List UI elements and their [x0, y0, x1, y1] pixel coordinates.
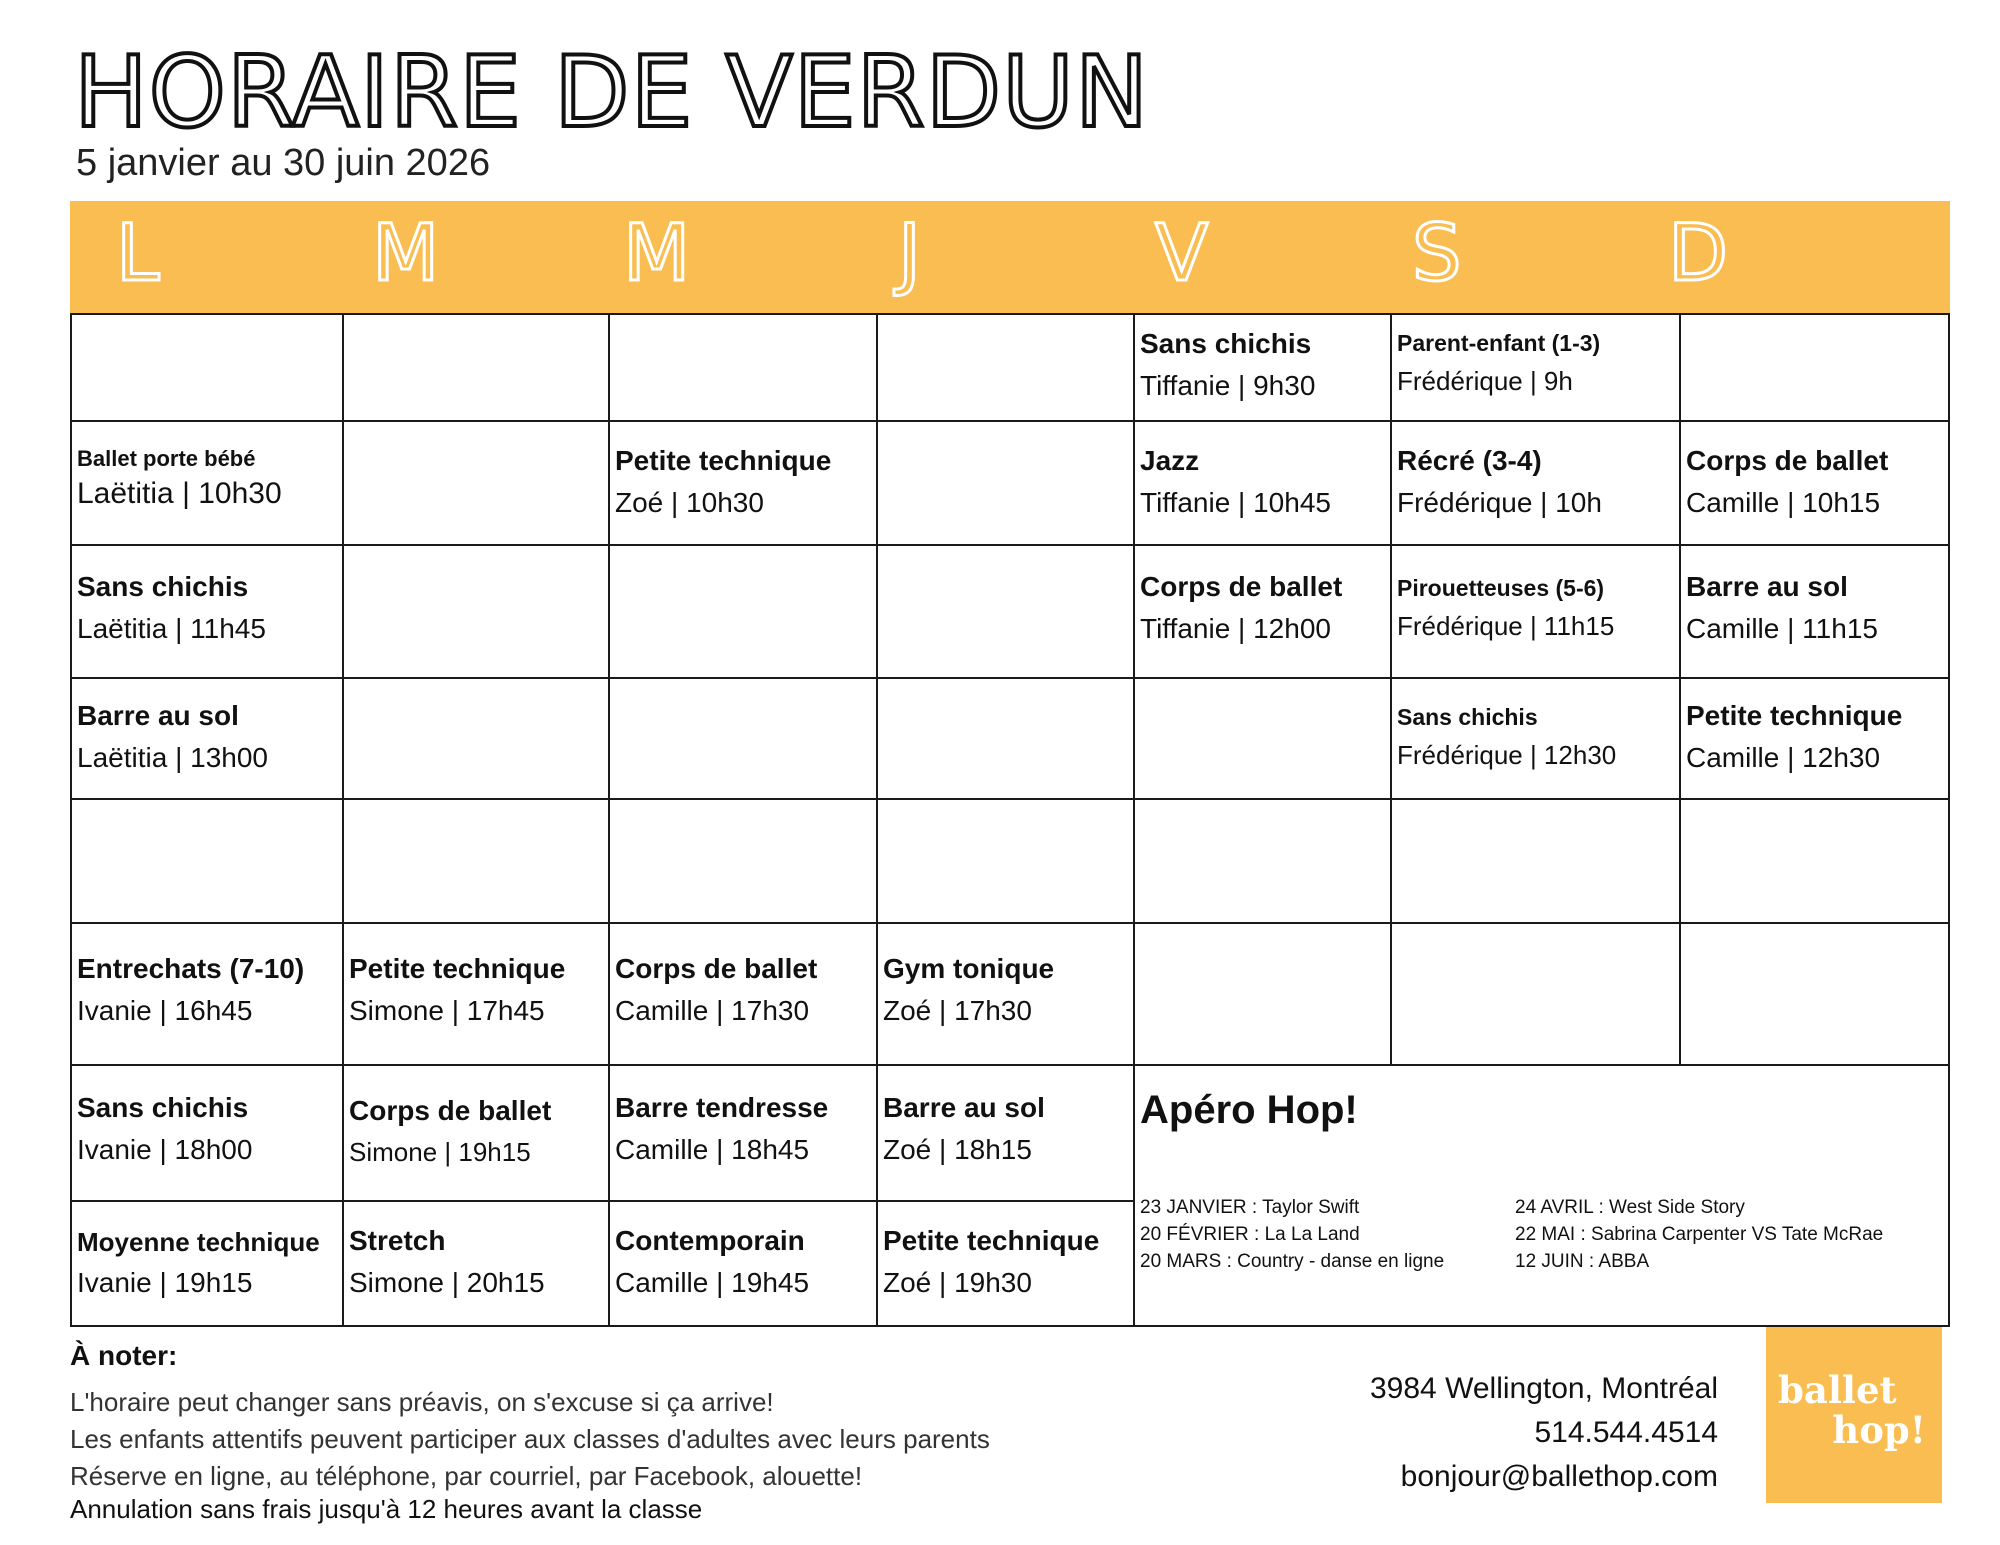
class-info: Ivanie | 19h15: [77, 1266, 253, 1298]
apero-hop-box: [1134, 1065, 1949, 1326]
logo-word: ballet: [1778, 1368, 1897, 1412]
class-info: Camille | 17h30: [615, 994, 810, 1026]
day-header-thursday: J: [898, 209, 922, 299]
class-cell: [1391, 421, 1680, 545]
apero-events-left: [1140, 1194, 1444, 1275]
class-info: Ivanie | 16h45: [77, 994, 253, 1026]
contact-block: [1370, 1367, 1718, 1499]
class-name: Corps de ballet: [349, 1095, 552, 1126]
class-name: Barre au sol: [77, 700, 239, 731]
class-cell: [343, 1065, 609, 1201]
class-info: Zoé | 10h30: [615, 486, 764, 518]
cell-empty: [609, 799, 877, 923]
class-info: Tiffanie | 12h00: [1140, 612, 1331, 644]
class-cell: [1134, 314, 1391, 421]
class-info: Frédérique | 11h15: [1397, 611, 1615, 642]
class-name: Corps de ballet: [1140, 571, 1343, 602]
apero-event: 23 JANVIER : Taylor Swift: [1140, 1197, 1360, 1218]
day-header-friday: V: [1155, 209, 1209, 299]
class-cell: [1680, 678, 1949, 799]
notes-title: À noter:: [70, 1340, 178, 1371]
class-info: Tiffanie | 9h30: [1140, 369, 1316, 401]
class-name: Barre au sol: [883, 1092, 1045, 1123]
class-info: Simone | 19h15: [349, 1136, 531, 1167]
class-name: Petite technique: [349, 953, 566, 984]
class-info: Simone | 17h45: [349, 994, 545, 1026]
day-header-band: [70, 201, 1950, 313]
address: 3984 Wellington, Montréal: [1370, 1372, 1718, 1405]
cell-empty: [71, 314, 343, 421]
day-header-saturday: S: [1412, 209, 1462, 299]
class-name: Petite technique: [615, 445, 832, 476]
class-cell: [609, 1201, 877, 1326]
class-cell: [609, 1065, 877, 1201]
cell-empty: [877, 799, 1134, 923]
class-cell: [1391, 314, 1680, 421]
class-name: Sans chichis: [77, 1092, 249, 1123]
cell-empty: [609, 314, 877, 421]
class-cell: [609, 923, 877, 1065]
cell-empty: [609, 545, 877, 678]
cell-empty: [877, 421, 1134, 545]
class-name: Stretch: [349, 1225, 446, 1256]
class-cell: [609, 421, 877, 545]
apero-events-right: [1515, 1194, 1883, 1275]
class-name: Pirouetteuses (5-6): [1397, 575, 1605, 601]
class-cell: [1391, 545, 1680, 678]
date-range: 5 janvier au 30 juin 2026: [76, 142, 491, 184]
class-name: Petite technique: [883, 1225, 1100, 1256]
class-info: Camille | 12h30: [1686, 741, 1881, 773]
class-name: Contemporain: [615, 1225, 805, 1256]
cell-empty: [343, 314, 609, 421]
cell-empty: [1134, 799, 1391, 923]
apero-event: 22 MAI : Sabrina Carpenter VS Tate McRae: [1515, 1224, 1884, 1245]
ballet-hop-logo: [1766, 1327, 1942, 1503]
class-name: Moyenne technique: [77, 1227, 320, 1257]
class-cell: [877, 1201, 1134, 1326]
class-name: Entrechats (7-10): [77, 953, 305, 984]
class-name: Barre tendresse: [615, 1092, 829, 1123]
class-cell: [71, 421, 343, 545]
class-cell: [343, 1201, 609, 1326]
class-cell: [71, 1201, 343, 1326]
class-cell: [343, 923, 609, 1065]
class-cell: [71, 1065, 343, 1201]
cell-empty: [1391, 799, 1680, 923]
page-title: HORAIRE DE VERDUN: [74, 36, 1150, 150]
class-name: Jazz: [1140, 445, 1200, 476]
class-cell: [1680, 545, 1949, 678]
class-info: Camille | 19h45: [615, 1266, 810, 1298]
phone-number: 514.544.4514: [1534, 1416, 1718, 1449]
class-info: Ivanie | 18h00: [77, 1133, 253, 1165]
cell-empty: [877, 314, 1134, 421]
cell-empty: [1134, 923, 1391, 1065]
class-name: Sans chichis: [1397, 704, 1538, 730]
class-info: Zoé | 17h30: [883, 994, 1032, 1026]
class-cell: [1134, 545, 1391, 678]
apero-event: 24 AVRIL : West Side Story: [1515, 1197, 1745, 1218]
class-info: Camille | 11h15: [1686, 612, 1878, 644]
cell-empty: [1680, 799, 1949, 923]
class-info: Frédérique | 10h: [1397, 486, 1602, 518]
class-cell: [1680, 421, 1949, 545]
class-name: Corps de ballet: [615, 953, 818, 984]
day-header-tuesday: M: [372, 209, 440, 299]
class-info: Camille | 10h15: [1686, 486, 1881, 518]
apero-event: 20 MARS : Country - danse en ligne: [1140, 1251, 1445, 1272]
cell-empty: [343, 799, 609, 923]
day-header-wednesday: M: [623, 209, 691, 299]
cell-empty: [877, 678, 1134, 799]
cell-empty: [609, 678, 877, 799]
schedule-grid: [70, 313, 1950, 1327]
cell-empty: [343, 421, 609, 545]
class-cell: [877, 1065, 1134, 1201]
cell-empty: [71, 799, 343, 923]
apero-title: Apéro Hop!: [1140, 1088, 1358, 1132]
email-address: bonjour@ballethop.com: [1400, 1460, 1718, 1493]
class-name: Sans chichis: [77, 571, 249, 602]
class-cell: [71, 923, 343, 1065]
cell-empty: [1680, 314, 1949, 421]
day-header-monday: L: [116, 209, 160, 299]
note-line: Réserve en ligne, au téléphone, par courriel, par Facebook, alouette!: [70, 1461, 863, 1491]
class-cell: [1391, 678, 1680, 799]
class-name: Gym tonique: [883, 953, 1055, 984]
apero-event: 20 FÉVRIER : La La Land: [1140, 1224, 1360, 1245]
cell-empty: [877, 545, 1134, 678]
class-info: Frédérique | 9h: [1397, 366, 1573, 397]
class-info: Tiffanie | 10h45: [1140, 486, 1331, 518]
class-info: Laëtitia | 10h30: [77, 477, 282, 511]
class-name: Corps de ballet: [1686, 445, 1889, 476]
apero-event: 12 JUIN : ABBA: [1515, 1251, 1650, 1272]
class-cell: [877, 923, 1134, 1065]
class-info: Laëtitia | 13h00: [77, 741, 268, 773]
notes-section: [70, 1342, 990, 1523]
note-line: Annulation sans frais jusqu'à 12 heures avant la classe: [70, 1494, 703, 1524]
class-info: Zoé | 18h15: [883, 1133, 1032, 1165]
class-name: Barre au sol: [1686, 571, 1848, 602]
class-info: Zoé | 19h30: [883, 1266, 1032, 1298]
class-name: Récré (3-4): [1397, 445, 1542, 476]
class-cell: [71, 545, 343, 678]
class-info: Frédérique | 12h30: [1397, 740, 1617, 771]
day-header-sunday: D: [1668, 209, 1729, 299]
note-line: Les enfants attentifs peuvent participer aux classes d'adultes avec leurs parents: [70, 1424, 990, 1454]
class-info: Laëtitia | 11h45: [77, 612, 266, 644]
cell-empty: [1680, 923, 1949, 1065]
class-name: Sans chichis: [1140, 328, 1312, 359]
cell-empty: [343, 678, 609, 799]
cell-empty: [1391, 923, 1680, 1065]
class-info: Simone | 20h15: [349, 1266, 545, 1298]
logo-word: hop!: [1832, 1407, 1926, 1452]
class-name: Ballet porte bébé: [77, 446, 256, 471]
cell-empty: [343, 545, 609, 678]
class-cell: [1134, 421, 1391, 545]
note-line: L'horaire peut changer sans préavis, on s'excuse si ça arrive!: [70, 1387, 774, 1417]
class-info: Camille | 18h45: [615, 1133, 810, 1165]
class-cell: [71, 678, 343, 799]
class-name: Petite technique: [1686, 700, 1903, 731]
class-name: Parent-enfant (1-3): [1397, 330, 1601, 356]
cell-empty: [1134, 678, 1391, 799]
